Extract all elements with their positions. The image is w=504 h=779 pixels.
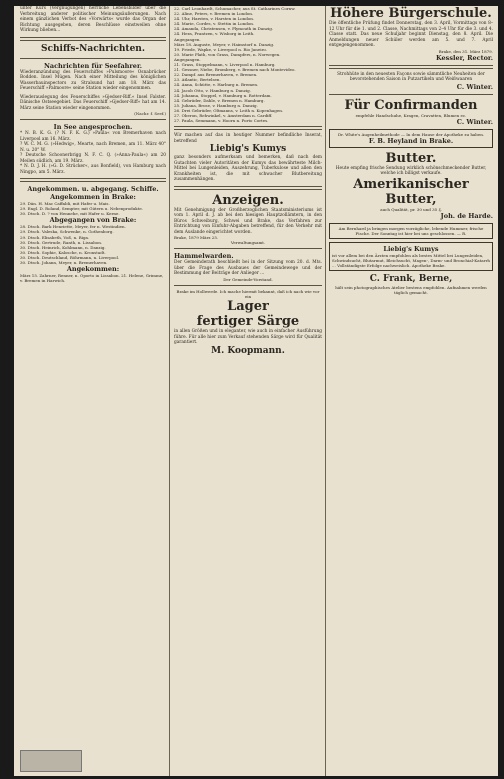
notice-body: Wiederauslegung des Feuerschiffes »Gjedser-Riff.« Insel Falster. Dänische Ostseegebiet. Das Feuerschiff »Gjedser-Riff« hat am 14. März seine Station wieder eingenommen. [20, 94, 166, 111]
ship-entry: 24. Anna, Schütte, v. Harburg n. Bremen. [174, 82, 259, 88]
divider [20, 37, 166, 41]
arrival-line: * N. B. K. G. (? N. F. K. G.) »Paula« von Bremerhaven nach Liverpool am 16. März. [20, 131, 166, 142]
divider [329, 94, 493, 95]
advert-title: fertiger Särge [196, 314, 300, 330]
column-left [20, 6, 166, 776]
ship-entry: 24. Uhr, Harsten, v. Harsten in London. [174, 16, 255, 22]
advert-signature: Kessler, Rector. [436, 53, 493, 62]
advert-title: Liebig's Kumys [209, 144, 287, 155]
library-stamp [20, 750, 82, 772]
advert-signature: Joh. de Harde. [440, 211, 493, 220]
ship-entry: 29. Dtsch. Elisabeth, Voß, n. Riga. [20, 234, 90, 240]
notice-title: Nachrichten für Seefahrer. [43, 61, 143, 70]
ship-entry: 30. Dtsch. Deutschland, Röhrmann, n. Liverpool. [20, 254, 120, 260]
ship-entry: Angegangen. [174, 56, 201, 62]
divider [20, 178, 166, 182]
advert-intro: Brake im Hollwerde. Ich mache hiermit bekannt, daß ich nach wie vor ein [176, 288, 320, 300]
section-heading-ships: Angekommen. u. abgegang. Schiffe. [27, 185, 159, 194]
arrival-line: ? Deutsche Schoonerbrigg N. F. C. Q. (»Anna-Paula«) am 20 Meilen südlich, am 19. März. [20, 153, 166, 164]
ship-entry: 29. Dän. H. Mac Caffaldi, mit Hafer u. Mais. [20, 201, 110, 207]
advert-title: Amerikanischer Butter, [353, 176, 469, 207]
ship-entry: 30. Dtsch. Johann, Meyer, n. Bremerhaven. [20, 260, 108, 266]
divider [20, 119, 166, 120]
ship-entry: 24. Marie, Cordes, v. Stettin in London. [174, 21, 255, 27]
divider [174, 186, 322, 190]
advert-body: Die öffentliche Prüfung findet Donnerstag, den 3. April, Vormittags von 8–12 Uhr für die 1. und 2. Classe, Nachmittags von 2–4 Uhr für die 3. und 4. Classe statt. Das neue Schuljahr beginnt Dienstag, den 8. April. Die Anmeldungen neuer Schüler werden am 5. und 7. April entgegengenommen. [329, 21, 493, 48]
advert-title: C. Frank, Berne, [369, 274, 453, 285]
ship-entry: 22. Aline, Peters, v. Bremen in London. [174, 11, 254, 17]
article-continuation: unter Kurs (Vergnügungen) herrliche Lebensbilder über die Verbreitung anderer politischer Meinungsäußerungen. Nach einem gänzlichen Verbot des »Vorwärts« wurde das Organ der Richtung ausgegeben, deren Beschlüsse einstweilen ohne Wirkung blieben... [20, 6, 166, 33]
notice-title: Hammelwarden. [174, 252, 234, 261]
ship-entry: 24. Hera, Frantzen, v. Wisborg in Leith. [174, 31, 255, 37]
advert-body: hält sein photographisches Atelier bestens empfohlen. Aufnahmen werden täglich gemacht. [335, 285, 487, 296]
ship-entry: 27. Paula, Semmann, v. Hoorn n. Porto Cortes. [174, 118, 269, 124]
advert-signature: C. Winter. [456, 82, 493, 91]
ship-entry: 30. Dtsch. Gertrude, Ranth, n. Lissabon. [20, 239, 103, 245]
advert-body: ist vor allem bei den Ärzten empfohlen als bestes Mittel bei Lungenleiden, Schwindsucht, Blutarmut, Bleichsucht, Magen-, Darm- und Bronchial-Katarrh ... Vollständigste Erfolge nachweislich. Apotheke Brake. [332, 253, 490, 269]
ship-entry: 24. Jacob Otto, v. Hamburg n. Danzig. [174, 87, 251, 93]
advert-body: in allen Größen und in eleganter, wie auch in einfacher Ausführung führe. Für alle hier zum Verkauf stehenden Särge wird für Qualität garantiert. [174, 329, 322, 346]
advert-title: Butter. [385, 150, 437, 166]
advert-title: Für Confirmanden [344, 97, 478, 113]
section-heading-ship-news: Schiffs-Nachrichten. [41, 43, 145, 54]
notice-signature: Der Gemeinde-Vorstand. [223, 276, 273, 282]
advert-intro: Wir machen auf das in heutiger Nummer befindliche Inserat, betreffend [174, 133, 322, 144]
ship-entry: März 15. Zahrner, Renner, n. Oporto in Lissabon. 21. Helene, Grimme, v. Bremen in Harwich. [20, 273, 164, 284]
divider [174, 285, 322, 286]
ship-entry: 29. Dtsch. Valeska, Schwenke, n. Gothenborg. [20, 229, 114, 235]
ship-entry: 29. Engl. D. Roland, Sempter, mit Gütern u. Nebenprodukte. [20, 206, 143, 212]
advert-box [329, 223, 493, 239]
divider [174, 248, 322, 249]
advert-body: Heute empfing frische Sendung wirklich schönschmeckender Butter, welche ich billigst verkaufe. [335, 165, 487, 177]
notice-signature: Verwaltungsamt. [230, 240, 266, 246]
arrival-line: * N. D. J. H. (»G. D. Strücker«, aus Bonfield), von Hamburg nach Ningpo, am 5. März. [20, 164, 166, 175]
divider [329, 65, 493, 69]
ship-entry: 24. Amanda, Christensen, v. Plymouth in Danzig. [174, 26, 274, 32]
column-rule [325, 6, 326, 776]
section-heading-anzeigen: Anzeigen. [212, 192, 284, 208]
ship-entry: 26. Drei Gebrüder, Oltmanns, v. Leith n. Kopenhagen. [174, 107, 284, 113]
ship-entry: 24. Gebrüder, Dahle, v. Bremen n. Hamburg. [174, 97, 265, 103]
ship-entry: Angegangen. [174, 36, 201, 42]
ship-entry: 24. Johanna, Stoppel, v. Hamburg n. Rotterdam. [174, 92, 272, 98]
see-arrived-title: In See angesprochen. [53, 123, 133, 132]
ship-entry: 25. Juliana, Brose, v. Hamburg n. Danzig. [174, 102, 258, 108]
notice-body: Wiederanzündung des Feuerschiffes »Pulsmoore« Osnabrücker Bodden. Insel Mügen. Nach einer Mitteilung des königlichen Wasserbauinspectors zu Stralsund hat am 18. März das Feuerschiff »Palmoore« seine Station wieder eingenommen. [20, 69, 166, 91]
advert-signature: C. Winter. [456, 117, 493, 126]
column-right [329, 6, 493, 776]
subheading-announced: Angekommen: [66, 265, 120, 274]
advert-title: Höhere Bürgerschule. [330, 6, 492, 21]
notice-body: Der Gemeinderath beschließt bei in der Sitzung vom 20. d. Mts. über die Frage des Ausbaues der Gemeindewege und der Bestimmung der Beiträge der Anlieger ... [174, 260, 322, 277]
advert-body: Strohhüte in den neuesten Façons sowie sämmtliche Neuheiten der bevorstehenden Saison in Putzartikeln und Weißwaaren [337, 71, 485, 83]
advert-box [329, 129, 493, 148]
notice-body: Mit Genehmigung der Großherzoglichen Staatsministeriums ist vom 1. April d. J. ab bei den hiesigen Hauptzollämtern, in den Büros Schweiburg, Schwei und Brake, das Verfahren zur Entrichtung von Einfuhr-Abgaben betreffend, für den Verkehr mit dem Auslande eingerichtet worden. [174, 207, 322, 235]
notice-place-date: Brake, 1879 März 25. [174, 235, 219, 241]
advert-title: Liebig's Kumys [383, 245, 439, 254]
ship-entry: 30. Dtsch. Sophie, Kalosche, n. Kronstadt. [20, 249, 106, 255]
advert-body: Dr. White's Augenheilmethode — In dem Hause der Apotheke zu haben. [337, 131, 485, 137]
advert-body: empfehle Handschuhe, Kragen, Cravatten, Blumen ec. [355, 112, 467, 118]
ship-entry: März 18. Auguste, Meyer, v. Haimstorf n. Danzig. [174, 41, 275, 47]
ship-entry: 22. Dampf. aus Bremerhaven, v. Bremen. [174, 72, 258, 78]
advert-box [329, 242, 493, 271]
arrival-line: ? W. C. M. G. (»Hedwig«, Mearte, nach Bremen, am 11. März 40° N. u. 20° W. [20, 142, 166, 153]
divider [20, 58, 166, 59]
ship-entry: 30. Dtsch. Heinrich, Kohlmann, n. Danzig. [20, 244, 106, 250]
advert-signature: F. B. Heyland in Brake. [368, 136, 454, 145]
ship-entry: 22. Carl Leonhardt, Schumacher, aus St. Catharines Cornw. [174, 6, 296, 11]
advert-title: Lager [227, 299, 269, 315]
notice-signature: (Nachr. f. Seef.) [134, 111, 166, 116]
ship-entry: 19. Friede, Wapke, v. Liverpool n. Rio Janeiro. [174, 46, 268, 52]
ship-entry: 20. Marie Plath, von Grass, Dampfers, n. Norwegen. [174, 51, 281, 57]
column-rule [169, 6, 170, 776]
subheading-departed: Abgegangen von Brake: [49, 216, 137, 225]
advert-date: Brake, den 31. März 1879. [438, 48, 493, 54]
column-middle [174, 6, 322, 776]
advert-body: auch Qualität, pr. 30 und 35 ₰. [380, 206, 442, 212]
ship-entry: 21. Gessner, Niebe, Bromberg, v. Bremen nach Montevideo. [174, 67, 296, 73]
newspaper-page [14, 6, 498, 776]
advert-body: Am Bernhard ja bringen morgen vorzügliche, lebende Hummer, frische Fische. Der Sonntag ist hier bei uns geschlossen. — R. [338, 225, 484, 236]
ship-entry: 30. Dtsch. D. ? von Hennehe, mit Hafer u. Kerne. [20, 211, 120, 217]
advert-body: ganz besonders aufmerksam und bemerken, daß nach dem Gutachten vieler Autoritäten der Kumys das bewährteste Milch-Mittel bei Lungenleiden, Auszehrung, Tuberkulose und allen den Krankheiten ist, die mit schwacher Blutbereitung zusammenhängen. [174, 155, 322, 183]
ship-entry: 23. Atlantic, Bertelsen. [174, 77, 221, 83]
divider [174, 126, 322, 130]
ship-entry: 28. Dtsch. Bark Henriette, Meyer, fer n. Westindien. [20, 224, 126, 230]
ship-entry: 21. Grass, Stoppelmann, v. Liverpool n. Hamburg. [174, 62, 276, 68]
advert-signature: M. Koopmann. [211, 345, 285, 356]
ship-entry: 27. Oberon, Rehwinkel, v. Amsterdam n. Cardiff. [174, 112, 273, 118]
subheading-arrived: Angekommen in Brake: [50, 193, 136, 202]
